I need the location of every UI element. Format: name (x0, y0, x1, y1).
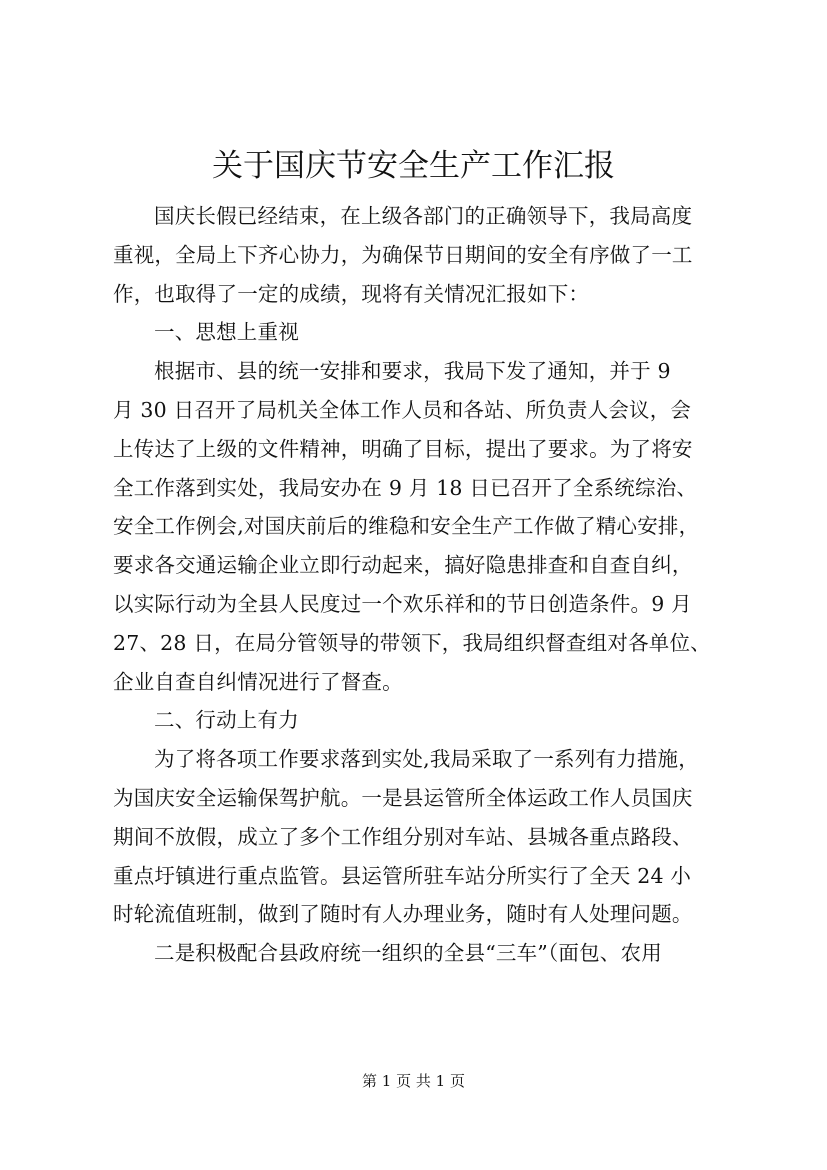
page-footer: 第 1 页 共 1 页 (362, 1072, 465, 1090)
body-line: 为国庆安全运输保驾护航。一是县运管所全体运政工作人员国庆 (113, 785, 693, 810)
section-heading: 一、思想上重视 (154, 320, 299, 345)
body-line: 企业自查自纠情况进行了督查。 (113, 669, 403, 694)
document-title: 关于国庆节安全生产工作汇报 (212, 148, 615, 184)
body-line: 重视，全局上下齐心协力，为确保节日期间的安全有序做了一工 (113, 242, 693, 267)
body-line: 根据市、县的统一安排和要求，我局下发了通知，并于 9 (154, 359, 671, 384)
body-line: 27、28 日，在局分管领导的带领下，我局组织督查组对各单位、 (113, 630, 711, 655)
section-heading: 二、行动上有力 (154, 708, 299, 733)
body-line: 国庆长假已经结束，在上级各部门的正确领导下，我局高度 (154, 204, 693, 228)
body-line: 作，也取得了一定的成绩，现将有关情况汇报如下： (113, 281, 590, 306)
body-line: 要求各交通运输企业立即行动起来，搞好隐患排查和自查自纠， (113, 553, 693, 578)
body-line: 全工作落到实处，我局安办在 9 月 18 日已召开了全系统综治、 (113, 475, 698, 500)
body-line: 二是积极配合县政府统一组织的全县“三车”（面包、农用 (154, 941, 662, 966)
body-line: 以实际行动为全县人民度过一个欢乐祥和的节日创造条件。9 月 (113, 591, 692, 616)
body-line: 重点圩镇进行重点监管。县运管所驻车站分所实行了全天 24 小 (113, 863, 692, 888)
body-line: 上传达了上级的文件精神，明确了目标，提出了要求。为了将安 (113, 436, 693, 461)
document-body (113, 197, 733, 973)
body-line: 安全工作例会,对国庆前后的维稳和安全生产工作做了精心安排， (113, 514, 700, 539)
body-line: 时轮流值班制，做到了随时有人办理业务，随时有人处理问题。 (113, 902, 693, 927)
body-line: 为了将各项工作要求落到实处,我局采取了一系列有力措施， (154, 747, 699, 772)
body-line: 月 30 日召开了局机关全体工作人员和各站、所负责人会议，会 (113, 397, 692, 422)
body-line: 期间不放假，成立了多个工作组分别对车站、县城各重点路段、 (113, 824, 693, 849)
